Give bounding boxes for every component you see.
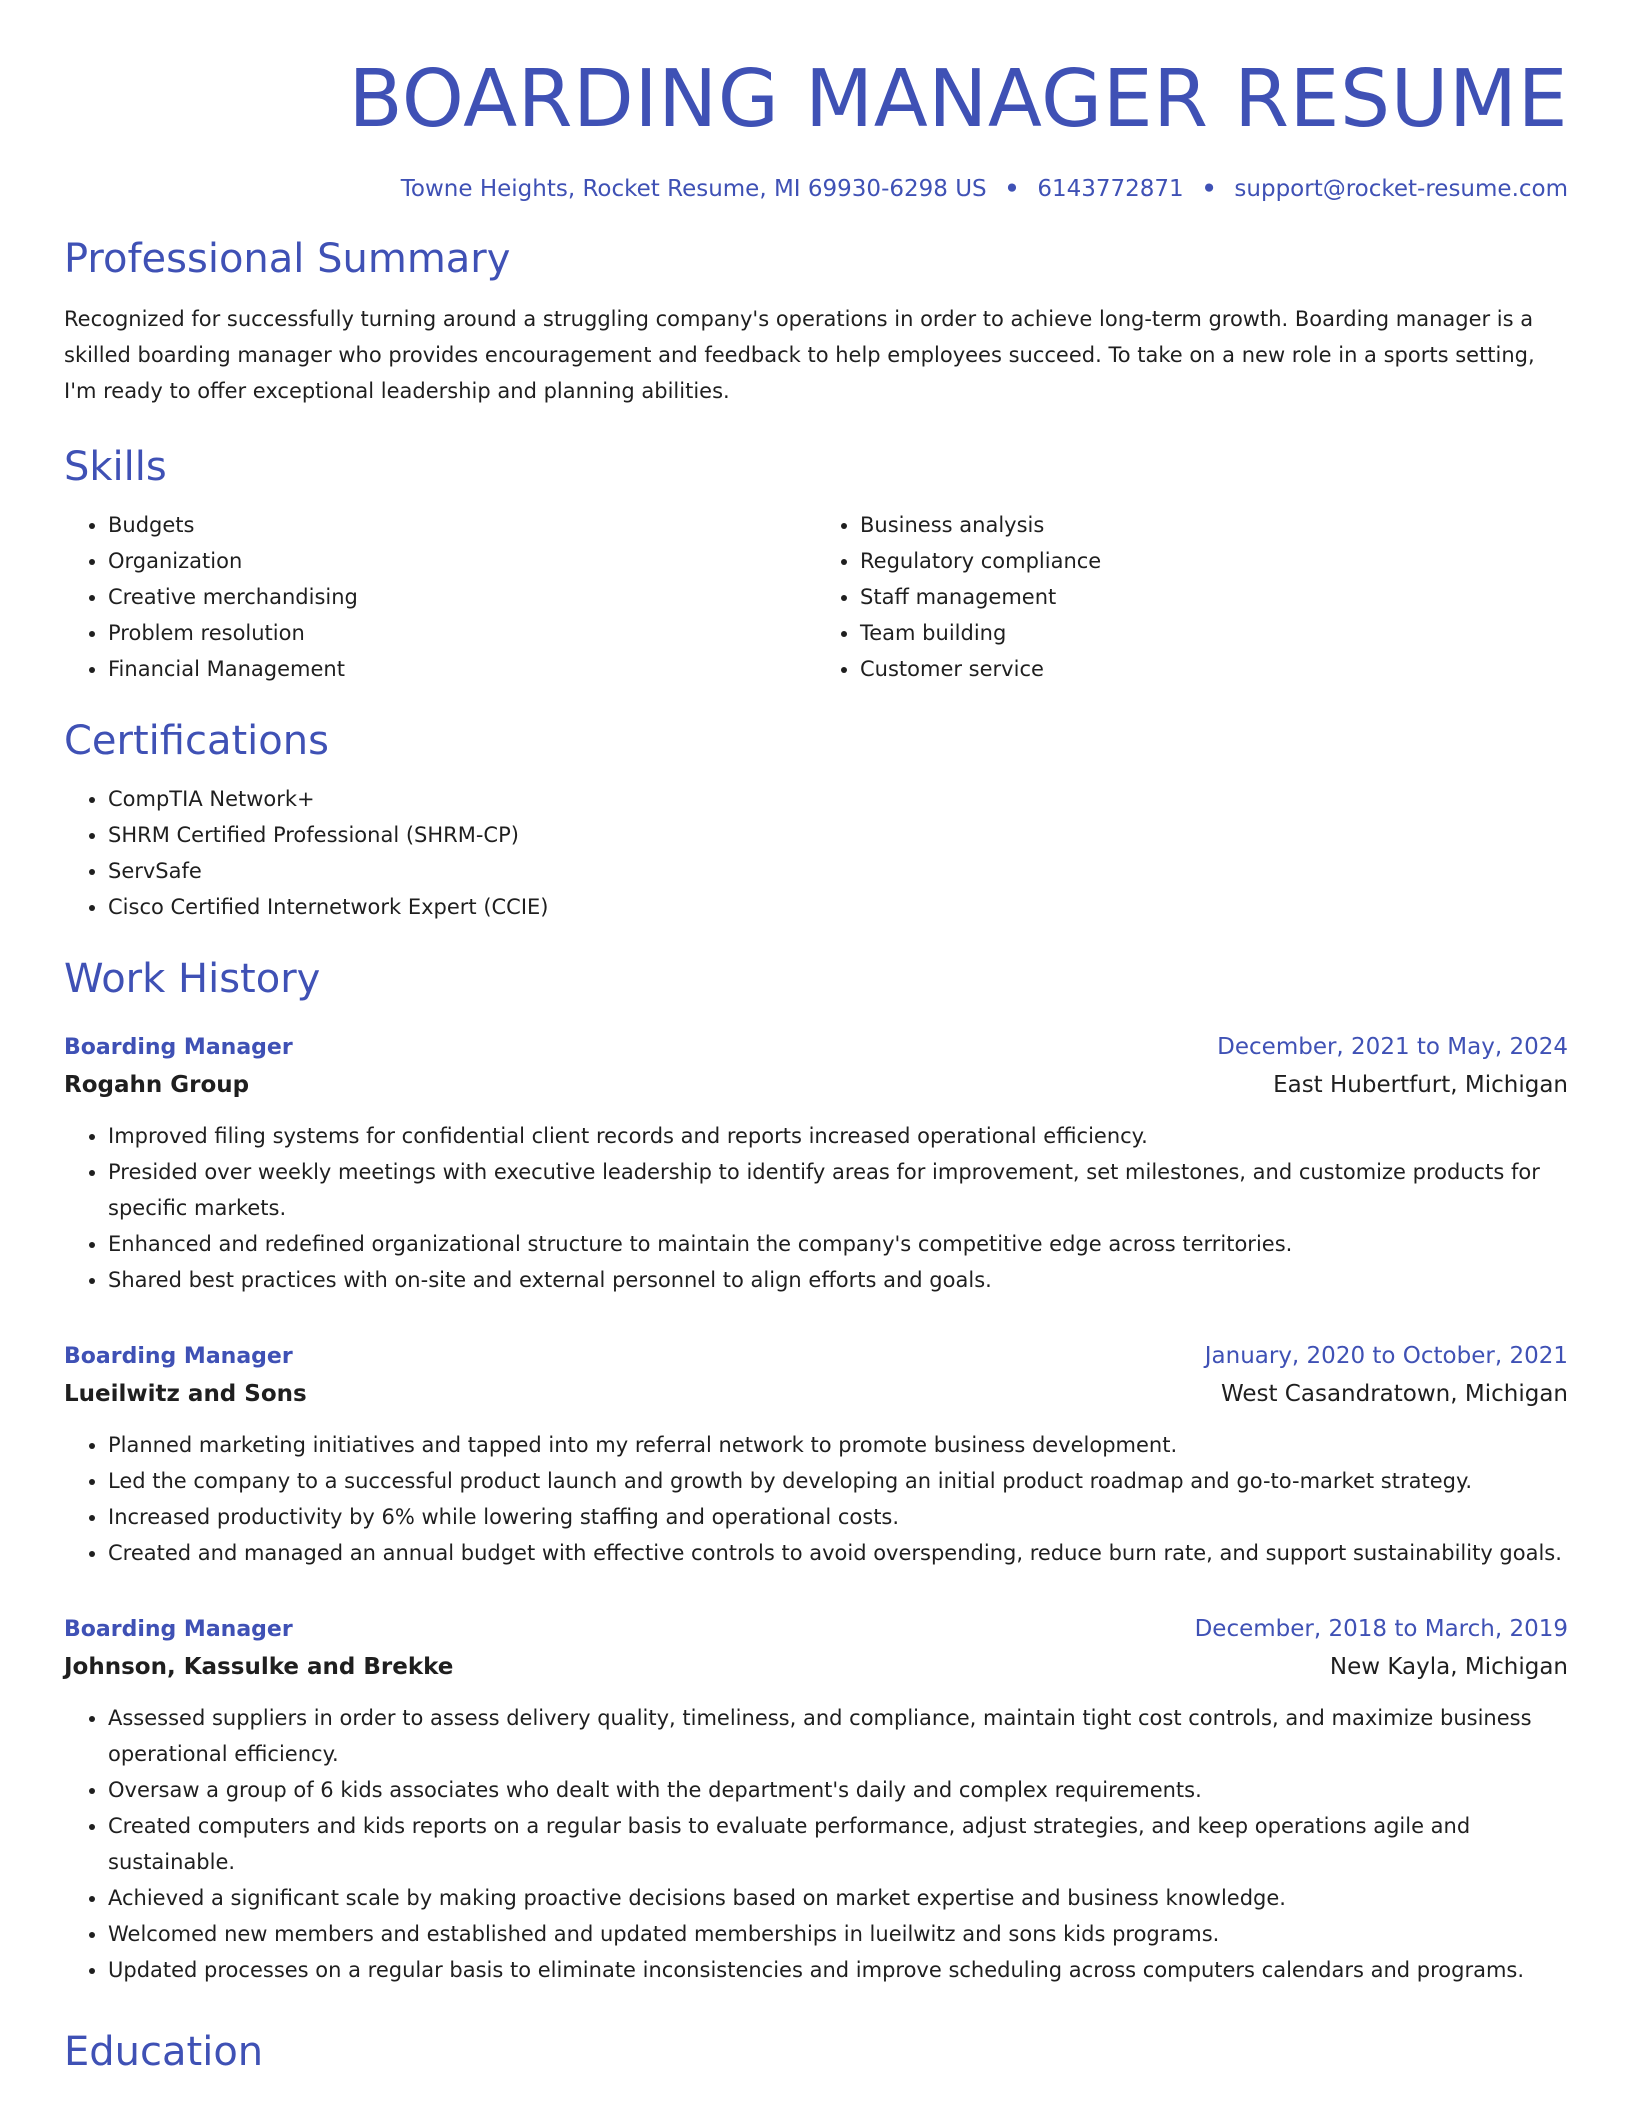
skills-list-right: [816, 507, 1568, 687]
job-title: Boarding Manager: [64, 1343, 293, 1369]
job-bullet: • Led the company to a successful product launch and growth by developing an initial product roadmap and go-to-market strategy.: [108, 1463, 1568, 1499]
job-company-row: [64, 1066, 1568, 1104]
skill-item: • Business analysis: [860, 507, 1568, 543]
summary-text: Recognized for successfully turning around a struggling company's operations in order to achieve long-term growth. Boarding manager is a skilled boarding manager who provides encouragement and feedback to help employees succeed. To take on a new role in a sports setting, I'm ready to offer exceptional leadership and planning abilities.: [64, 306, 1535, 403]
certification-item: • CompTIA Network+: [108, 781, 1568, 817]
work-history-section: [64, 955, 1568, 1988]
job-entry: [64, 1611, 1568, 1988]
certifications-section: [64, 717, 1568, 925]
certification-item: • Cisco Certified Internetwork Expert (CCIE): [108, 889, 1568, 925]
skill-item: • Customer service: [860, 651, 1568, 687]
job-entry: [64, 1029, 1568, 1298]
job-company-row: [64, 1648, 1568, 1686]
contact-phone[interactable]: 6143772871: [1037, 175, 1184, 202]
skill-item: • Problem resolution: [108, 615, 816, 651]
job-title: Boarding Manager: [64, 1034, 293, 1060]
job-title-row: [64, 1029, 1568, 1066]
job-location: New Kayla, Michigan: [1329, 1653, 1568, 1680]
certification-item: • SHRM Certified Professional (SHRM-CP): [108, 817, 1568, 853]
job-bullet: • Planned marketing initiatives and tapped into my referral network to promote business development.: [108, 1427, 1568, 1463]
job-bullet: • Improved filing systems for confidential client records and reports increased operational efficiency.: [108, 1118, 1568, 1154]
job-bullet: • Enhanced and redefined organizational structure to maintain the company's competitive edge across territories.: [108, 1226, 1568, 1262]
job-bullet: • Presided over weekly meetings with executive leadership to identify areas for improvement, set milestones, and customize products for specific markets.: [108, 1154, 1568, 1226]
skill-item: • Team building: [860, 615, 1568, 651]
job-bullet: • Welcomed new members and established and updated memberships in lueilwitz and sons kids programs.: [108, 1916, 1568, 1952]
contact-line: [64, 175, 1568, 205]
contact-separator: •: [1201, 175, 1217, 202]
job-location: East Hubertfurt, Michigan: [1273, 1071, 1568, 1098]
job-bullet: • Oversaw a group of 6 kids associates who dealt with the department's daily and complex requirements.: [108, 1772, 1568, 1808]
section-heading: Professional Summary: [64, 235, 511, 282]
job-company-row: [64, 1375, 1568, 1413]
job-bullets: [64, 1118, 1568, 1298]
skills-section: [64, 443, 1568, 687]
skill-item: • Regulatory compliance: [860, 543, 1568, 579]
job-bullet: • Updated processes on a regular basis to eliminate inconsistencies and improve scheduling across computers calendars and programs.: [108, 1952, 1568, 1988]
resume-title: BOARDING MANAGER RESUME: [348, 53, 1568, 145]
job-bullet: • Created computers and kids reports on a regular basis to evaluate performance, adjust strategies, and keep operations agile and sustainable.: [108, 1808, 1568, 1880]
professional-summary-section: [64, 235, 1568, 409]
skill-item: • Budgets: [108, 507, 816, 543]
section-heading: Skills: [64, 443, 167, 490]
job-company: Rogahn Group: [64, 1071, 250, 1098]
job-company: Lueilwitz and Sons: [64, 1380, 307, 1407]
section-heading: Certifications: [64, 717, 329, 764]
job-location: West Casandratown, Michigan: [1220, 1380, 1568, 1407]
skill-item: • Staff management: [860, 579, 1568, 615]
job-bullet: • Increased productivity by 6% while lowering staffing and operational costs.: [108, 1499, 1568, 1535]
job-title-row: [64, 1338, 1568, 1375]
contact-address: Towne Heights, Rocket Resume, MI 69930-6298 US: [400, 175, 987, 202]
education-section: [64, 2028, 1568, 2076]
contact-email[interactable]: support@rocket-resume.com: [1234, 175, 1568, 202]
section-heading: Work History: [64, 955, 321, 1002]
resume-header: [64, 52, 1568, 205]
job-bullets: [64, 1427, 1568, 1571]
skill-item: • Organization: [108, 543, 816, 579]
job-entry: [64, 1338, 1568, 1571]
contact-separator: •: [1004, 175, 1020, 202]
skill-item: • Financial Management: [108, 651, 816, 687]
job-dates: December, 2021 to May, 2024: [1217, 1033, 1568, 1060]
skills-list-left: [64, 507, 816, 687]
skills-grid: [64, 507, 1568, 687]
certification-item: • ServSafe: [108, 853, 1568, 889]
skill-item: • Creative merchandising: [108, 579, 816, 615]
section-heading: Education: [64, 2028, 264, 2075]
job-dates: January, 2020 to October, 2021: [1204, 1342, 1568, 1369]
job-dates: December, 2018 to March, 2019: [1194, 1615, 1568, 1642]
job-company: Johnson, Kassulke and Brekke: [64, 1653, 454, 1680]
job-title-row: [64, 1611, 1568, 1648]
job-bullet: • Shared best practices with on-site and external personnel to align efforts and goals.: [108, 1262, 1568, 1298]
job-title: Boarding Manager: [64, 1616, 293, 1642]
job-bullet: • Achieved a significant scale by making proactive decisions based on market expertise and business knowledge.: [108, 1880, 1568, 1916]
job-bullets: [64, 1700, 1568, 1988]
job-bullet: • Assessed suppliers in order to assess delivery quality, timeliness, and compliance, maintain tight cost controls, and maximize business operational efficiency.: [108, 1700, 1568, 1772]
job-bullet: • Created and managed an annual budget with effective controls to avoid overspending, reduce burn rate, and support sustainability goals.: [108, 1535, 1568, 1571]
certifications-list: [64, 781, 1568, 925]
